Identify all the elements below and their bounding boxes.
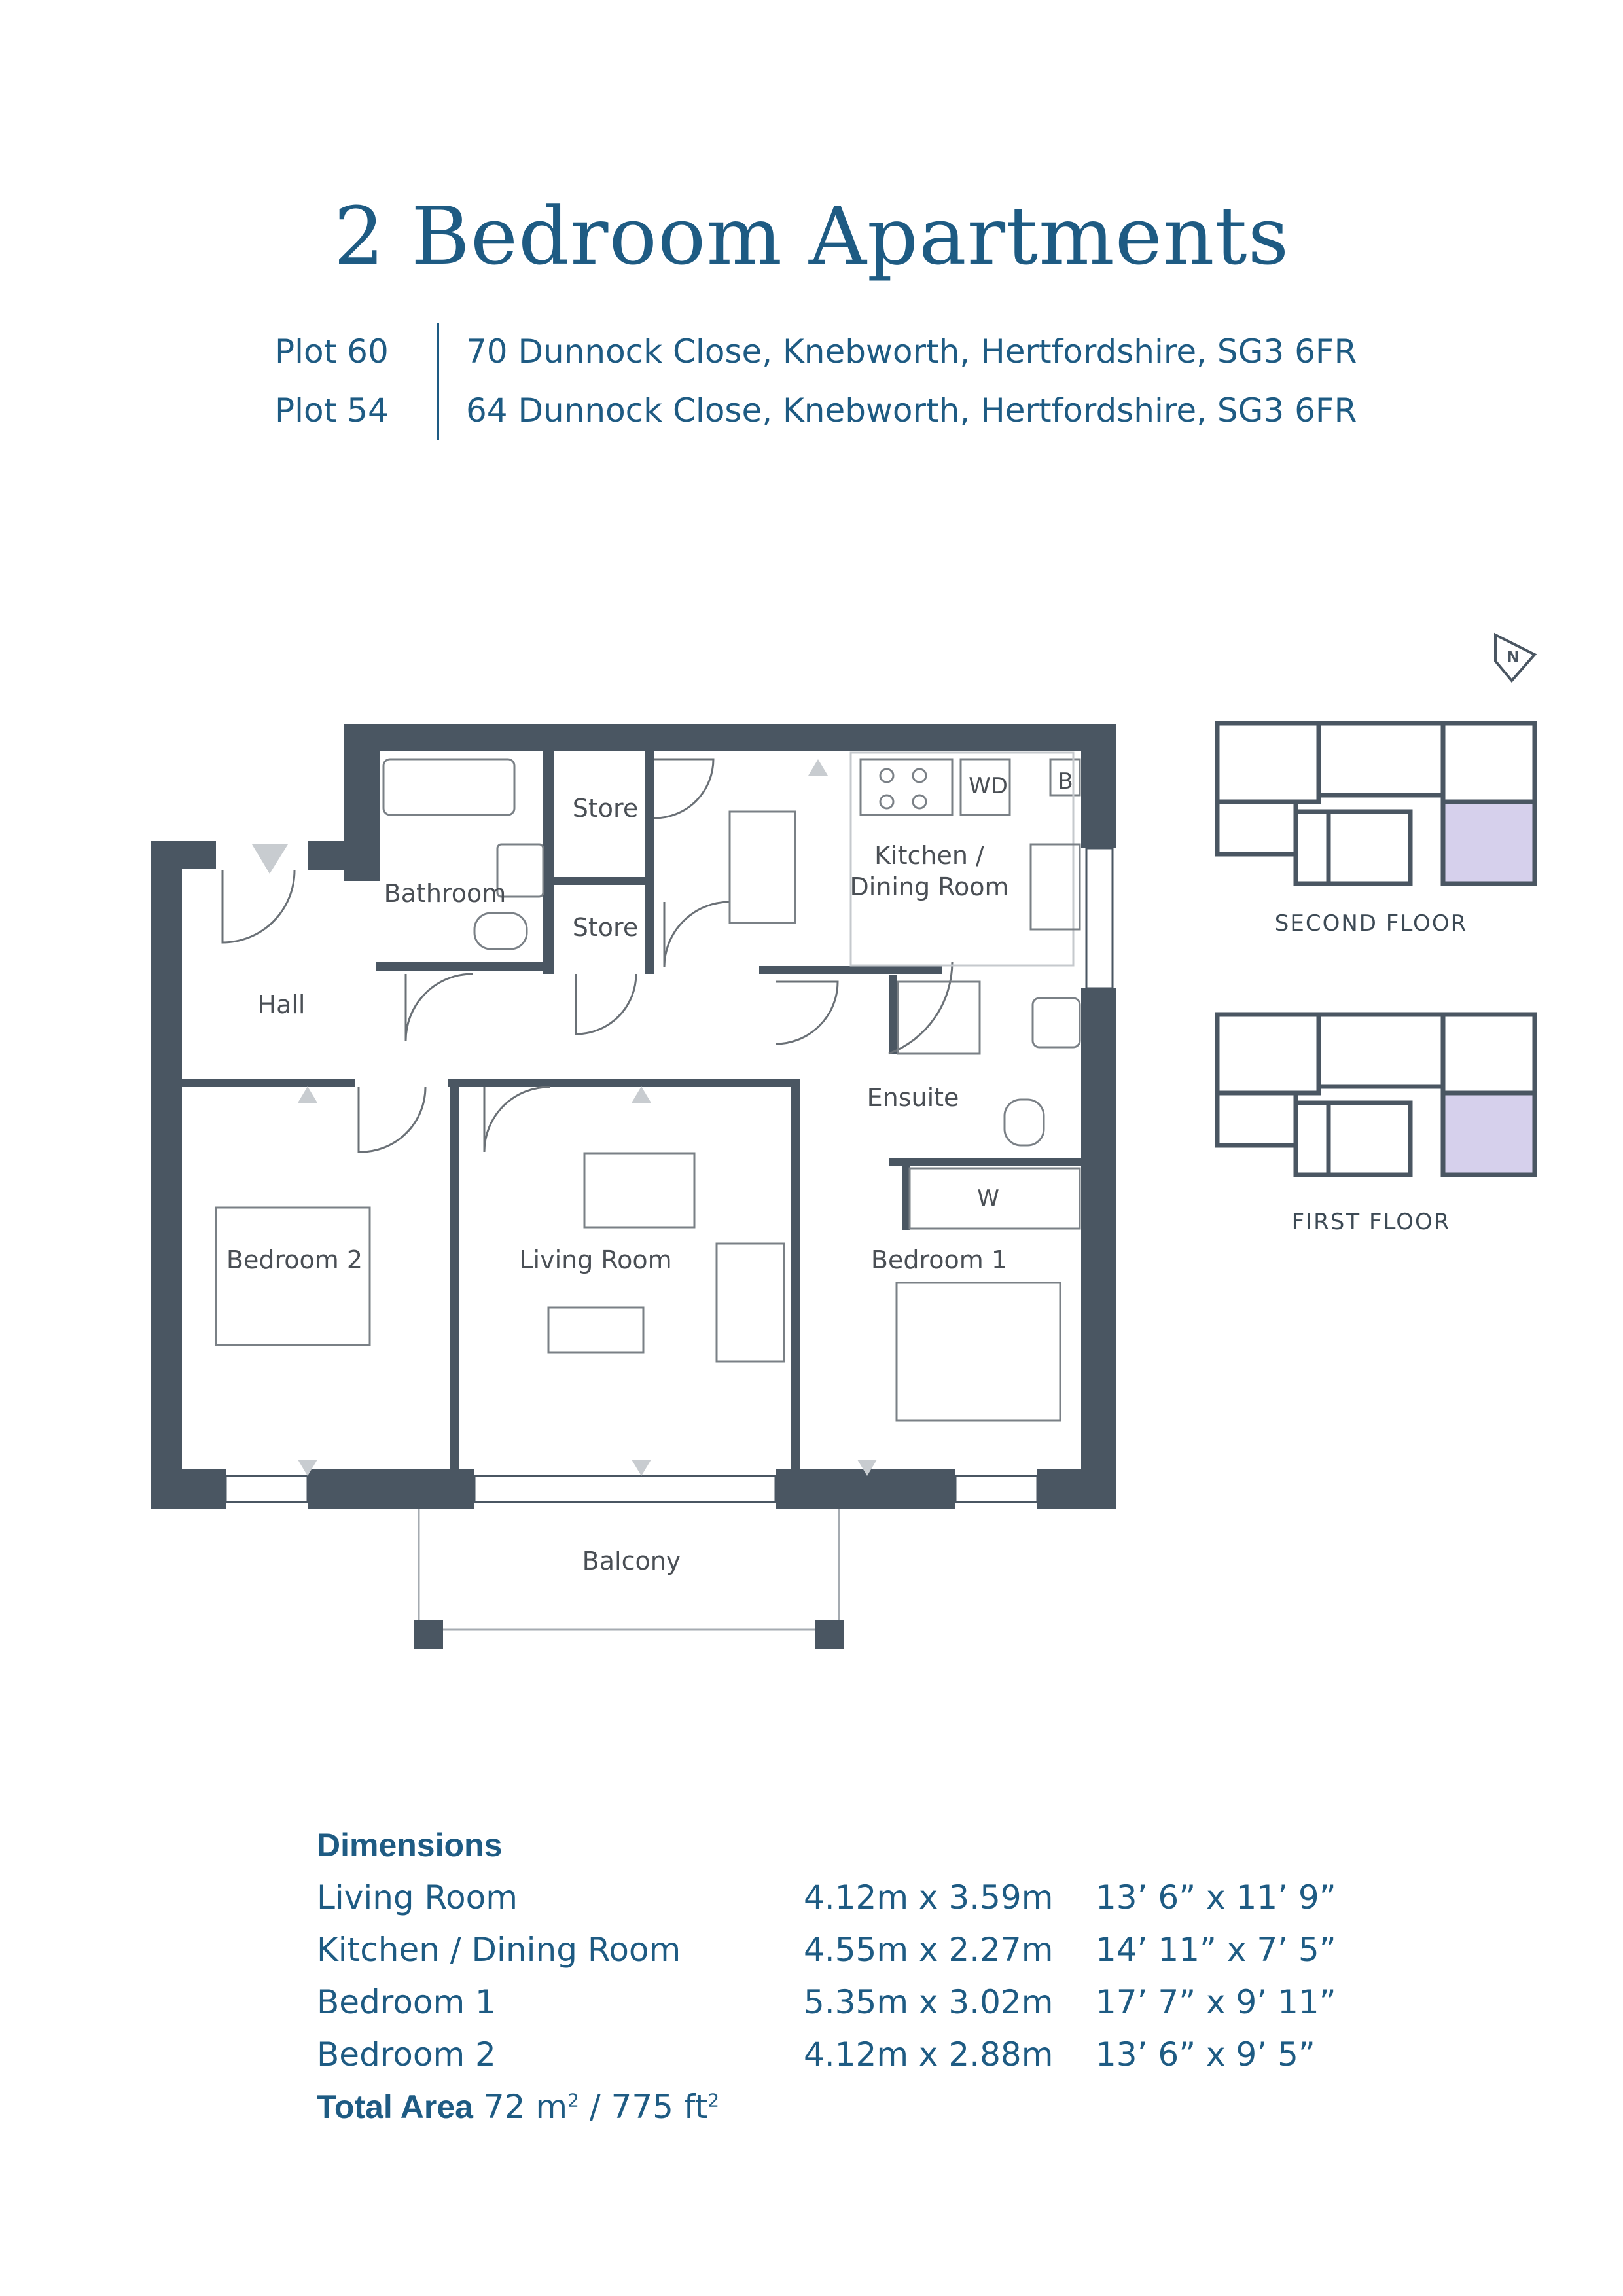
wall-ensuite-bottom <box>889 1158 1085 1166</box>
wall-kitchen-bottom <box>759 966 942 974</box>
hob-burner-2 <box>913 769 926 782</box>
door-bathroom <box>406 974 473 1041</box>
sofa-main <box>584 1153 694 1227</box>
bathroom-toilet <box>474 913 527 949</box>
dimension-metric: 4.12m x 3.59m <box>804 1878 1054 1916</box>
key-plan-second-unit-c <box>1443 723 1535 802</box>
key-plan-first-unit-a <box>1217 1014 1319 1093</box>
sofa-side <box>717 1244 784 1361</box>
wall-store-right <box>645 751 654 974</box>
living-marker <box>632 1086 651 1103</box>
key-plan-second-highlight <box>1443 802 1535 884</box>
key-plan-first-unit-b <box>1319 1014 1443 1086</box>
wall-left <box>151 841 182 1509</box>
wall-top <box>344 724 1116 751</box>
dimension-row <box>317 1878 1429 1931</box>
coffee-table <box>548 1308 643 1352</box>
room-label-store-upper: Store <box>572 794 639 823</box>
bed-bedroom2 <box>216 1208 370 1345</box>
washer-dryer-label: WD <box>969 773 1008 799</box>
living-window-marker <box>632 1460 651 1476</box>
room-label-bathroom: Bathroom <box>383 879 507 908</box>
window-kitchen <box>1086 848 1113 988</box>
door-living <box>484 1087 550 1152</box>
total-area-imperial: 775 ft <box>611 2088 708 2126</box>
key-plan-first-floor <box>1217 1014 1535 1235</box>
total-area-separator: / <box>579 2088 611 2126</box>
hob-burner-4 <box>913 795 926 808</box>
dimension-imperial: 13’ 6” x 11’ 9” <box>1096 1878 1336 1916</box>
bath-fixture <box>383 759 514 815</box>
hob <box>861 759 952 815</box>
room-label-hall: Hall <box>257 990 306 1019</box>
window-living <box>474 1476 776 1502</box>
total-area-metric: 72 m <box>483 2088 568 2126</box>
dimension-imperial: 14’ 11” x 7’ 5” <box>1096 1931 1336 1969</box>
room-label-kitchen-2: Dining Room <box>849 872 1009 901</box>
plot-60-label: Plot 60 <box>275 332 389 370</box>
dimension-metric: 4.12m x 2.88m <box>804 2036 1054 2073</box>
key-plan-second-unit-d <box>1217 802 1296 854</box>
key-plan-first-unit-e <box>1296 1103 1329 1175</box>
dimensions-table <box>317 1826 1429 2126</box>
dimension-imperial: 13’ 6” x 9’ 5” <box>1096 2036 1315 2073</box>
window-bedroom1 <box>955 1476 1037 1502</box>
ensuite-toilet <box>1005 1100 1044 1145</box>
door-bedroom2 <box>359 1087 425 1152</box>
key-plan-second-floor <box>1217 723 1535 937</box>
key-plan-first-unit-d <box>1217 1093 1296 1145</box>
wall-bathroom-right <box>543 751 554 974</box>
wall-bottom-left <box>151 1469 226 1509</box>
dimension-imperial: 17’ 7” x 9’ 11” <box>1096 1983 1336 2021</box>
dimension-row <box>317 1931 1429 1983</box>
key-plan-second-unit-a <box>1217 723 1319 802</box>
total-area-label: Total Area <box>317 2089 473 2125</box>
room-label-bedroom2: Bedroom 2 <box>226 1246 363 1274</box>
dimension-row <box>317 2036 1429 2088</box>
door-hall-entry <box>223 870 294 942</box>
wall-living-bed1 <box>791 1079 800 1471</box>
room-label-ensuite: Ensuite <box>866 1083 959 1112</box>
door-kitchen <box>664 902 730 967</box>
hob-burner-3 <box>880 795 893 808</box>
room-label-store-lower: Store <box>572 913 639 942</box>
plot-54-label: Plot 54 <box>275 391 389 429</box>
key-plan-second-unit-e <box>1296 812 1329 884</box>
dimension-metric: 5.35m x 3.02m <box>804 1983 1054 2021</box>
total-area-metric-sq: 2 <box>567 2089 579 2111</box>
ensuite-basin <box>1033 998 1080 1047</box>
hob-burner-1 <box>880 769 893 782</box>
north-arrow-icon <box>1495 635 1535 681</box>
kitchen-marker <box>808 759 828 776</box>
balcony-post-left <box>414 1620 443 1649</box>
door-hall-living <box>776 982 838 1044</box>
door-store-upper <box>654 759 713 818</box>
bedroom2-marker <box>298 1086 317 1103</box>
dimensions-heading: Dimensions <box>317 1827 503 1863</box>
wall-bedroom2-top-a <box>182 1079 355 1087</box>
key-plan-first-caption: FIRST FLOOR <box>1291 1209 1451 1235</box>
dimension-metric: 4.55m x 2.27m <box>804 1931 1054 1969</box>
key-plan-first-highlight <box>1443 1093 1535 1175</box>
dining-table <box>730 812 795 923</box>
window-bedroom2 <box>226 1476 308 1502</box>
wardrobe-label: W <box>977 1185 999 1211</box>
wall-store-divider <box>546 877 654 885</box>
room-label-kitchen-1: Kitchen / <box>874 841 984 870</box>
north-label: N <box>1506 648 1520 666</box>
room-label-balcony: Balcony <box>582 1547 681 1575</box>
wall-right-top <box>1081 724 1116 848</box>
key-plan-first-unit-c <box>1443 1014 1535 1093</box>
dimension-row <box>317 1983 1429 2036</box>
wall-bathroom-bottom <box>376 962 553 971</box>
wall-ensuite-left <box>889 975 897 1054</box>
entry-marker <box>252 844 288 874</box>
balcony-post-right <box>815 1620 844 1649</box>
wall-wardrobe-left <box>902 1165 910 1230</box>
plot-54-address: 64 Dunnock Close, Knebworth, Hertfordshire, SG3 6FR <box>466 391 1357 429</box>
key-plan-second-unit-b <box>1319 723 1443 795</box>
dimension-room: Kitchen / Dining Room <box>317 1931 681 1969</box>
key-plan-second-unit-f <box>1329 812 1410 884</box>
dimension-room: Living Room <box>317 1878 518 1916</box>
total-area <box>317 2088 1429 2126</box>
key-plan-first-unit-f <box>1329 1103 1410 1175</box>
room-label-living: Living Room <box>519 1246 672 1274</box>
wall-bottom-right <box>776 1469 955 1509</box>
wall-hall-top-right <box>308 841 380 870</box>
wall-living-top <box>448 1079 795 1087</box>
boiler-label: B <box>1058 768 1073 795</box>
plot-60-address: 70 Dunnock Close, Knebworth, Hertfordshire, SG3 6FR <box>466 332 1357 370</box>
dimension-room: Bedroom 1 <box>317 1983 496 2021</box>
key-plan-second-caption: SECOND FLOOR <box>1274 910 1468 937</box>
dimension-room: Bedroom 2 <box>317 2036 496 2073</box>
bed-bedroom1 <box>897 1283 1060 1420</box>
door-store-lower <box>576 974 636 1034</box>
wall-right <box>1081 988 1116 1509</box>
total-area-imperial-sq: 2 <box>707 2089 720 2111</box>
room-label-bedroom1: Bedroom 1 <box>870 1246 1008 1274</box>
wall-bottom-mid <box>308 1469 474 1509</box>
page-title: 2 Bedroom Apartments <box>333 190 1290 283</box>
wall-bed2-living <box>450 1085 459 1471</box>
